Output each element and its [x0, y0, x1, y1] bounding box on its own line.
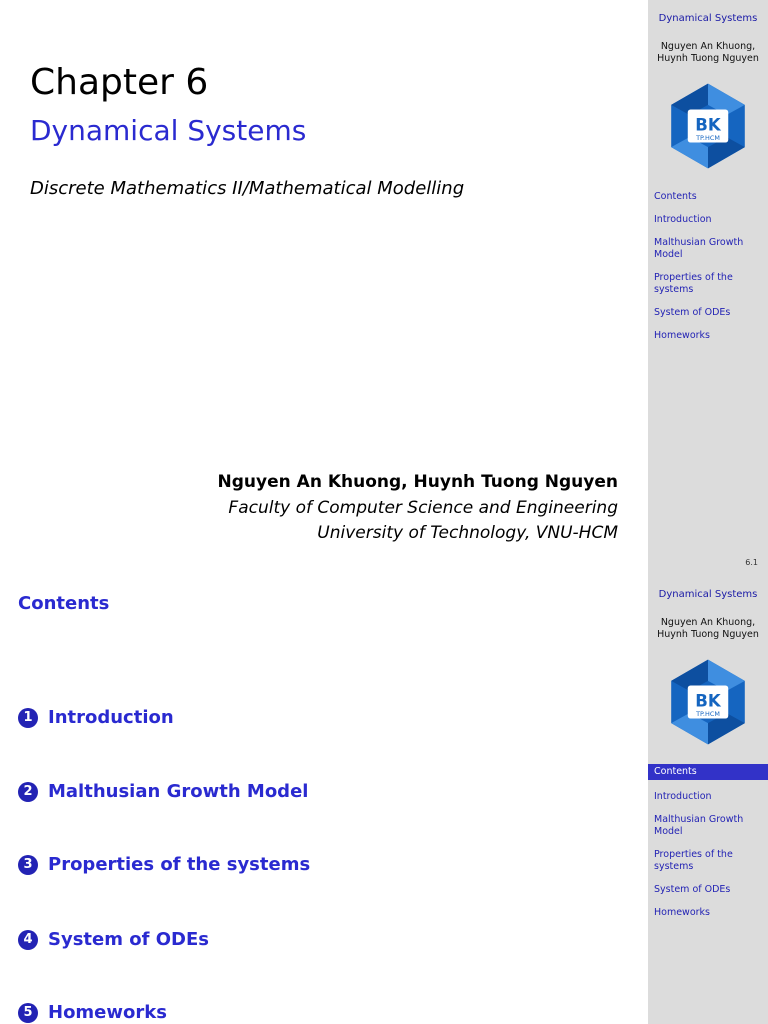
sidebar-author-1: Nguyen An Khuong,	[660, 41, 756, 52]
sidebar-author-2: Huynh Tuong Nguyen	[657, 53, 759, 64]
sidebar-item-odes[interactable]: System of ODEs	[654, 307, 731, 318]
toc-number-badge: 1	[18, 708, 38, 728]
toc-label: Introduction	[48, 707, 174, 728]
toc-label: Malthusian Growth Model	[48, 781, 309, 802]
toc-item-homeworks[interactable]	[18, 1002, 167, 1023]
sidebar-item-contents[interactable]: Contents	[654, 191, 697, 202]
logo-text: BK	[695, 691, 721, 711]
toc-label: Homeworks	[48, 1002, 167, 1023]
slide-main	[0, 576, 648, 1024]
authors: Nguyen An Khuong, Huynh Tuong Nguyen	[217, 472, 618, 492]
sidebar-title[interactable]: Dynamical Systems	[658, 589, 758, 600]
sidebar-nav	[648, 764, 768, 930]
toc-number-badge: 2	[18, 782, 38, 802]
toc-item-introduction[interactable]	[18, 707, 174, 728]
sidebar-item-introduction[interactable]: Introduction	[654, 791, 712, 802]
toc-number-badge: 3	[18, 855, 38, 875]
affiliation-university: University of Technology, VNU-HCM	[317, 523, 618, 543]
page-number: 6.1	[745, 558, 758, 567]
contents-heading: Contents	[18, 593, 110, 614]
toc-number-badge: 4	[18, 930, 38, 950]
toc-item-odes[interactable]	[18, 929, 209, 950]
sidebar-item-properties[interactable]: Properties of the systems	[654, 272, 733, 295]
logo-text: BK	[695, 115, 721, 135]
sidebar-item-homeworks[interactable]: Homeworks	[654, 330, 710, 341]
logo-subtext: TP.HCM	[696, 709, 720, 718]
sidebar-author-1: Nguyen An Khuong,	[660, 617, 756, 628]
contents-slide	[0, 576, 768, 1024]
course-name: Discrete Mathematics II/Mathematical Modelling	[30, 178, 465, 199]
bk-logo-icon	[662, 656, 754, 748]
sidebar-item-contents-active[interactable]: Contents	[648, 764, 768, 780]
sidebar-item-properties[interactable]: Properties of the systems	[654, 849, 733, 872]
sidebar-author-2: Huynh Tuong Nguyen	[657, 629, 759, 640]
sidebar-item-odes[interactable]: System of ODEs	[654, 884, 731, 895]
sidebar-authors	[648, 41, 768, 65]
toc-label: System of ODEs	[48, 929, 209, 950]
sidebar-authors	[648, 617, 768, 641]
toc-number-badge: 5	[18, 1003, 38, 1023]
toc-item-properties[interactable]	[18, 854, 310, 875]
sidebar-item-homeworks[interactable]: Homeworks	[654, 907, 710, 918]
bk-logo-icon	[662, 80, 754, 172]
sidebar	[648, 0, 768, 576]
sidebar-title[interactable]: Dynamical Systems	[658, 13, 758, 24]
chapter-heading: Chapter 6	[30, 62, 209, 103]
toc-item-malthusian[interactable]	[18, 781, 308, 802]
logo-subtext: TP.HCM	[696, 133, 720, 142]
sidebar-nav	[648, 191, 768, 353]
slide-title: Dynamical Systems	[30, 114, 307, 147]
slide-main	[0, 0, 648, 576]
sidebar-item-introduction[interactable]: Introduction	[654, 214, 712, 225]
sidebar-item-malthusian[interactable]: Malthusian Growth Model	[654, 814, 744, 837]
affiliation-faculty: Faculty of Computer Science and Engineering	[228, 498, 618, 518]
toc-label: Properties of the systems	[48, 854, 311, 875]
sidebar-item-malthusian[interactable]: Malthusian Growth Model	[654, 237, 744, 260]
sidebar	[648, 576, 768, 1024]
